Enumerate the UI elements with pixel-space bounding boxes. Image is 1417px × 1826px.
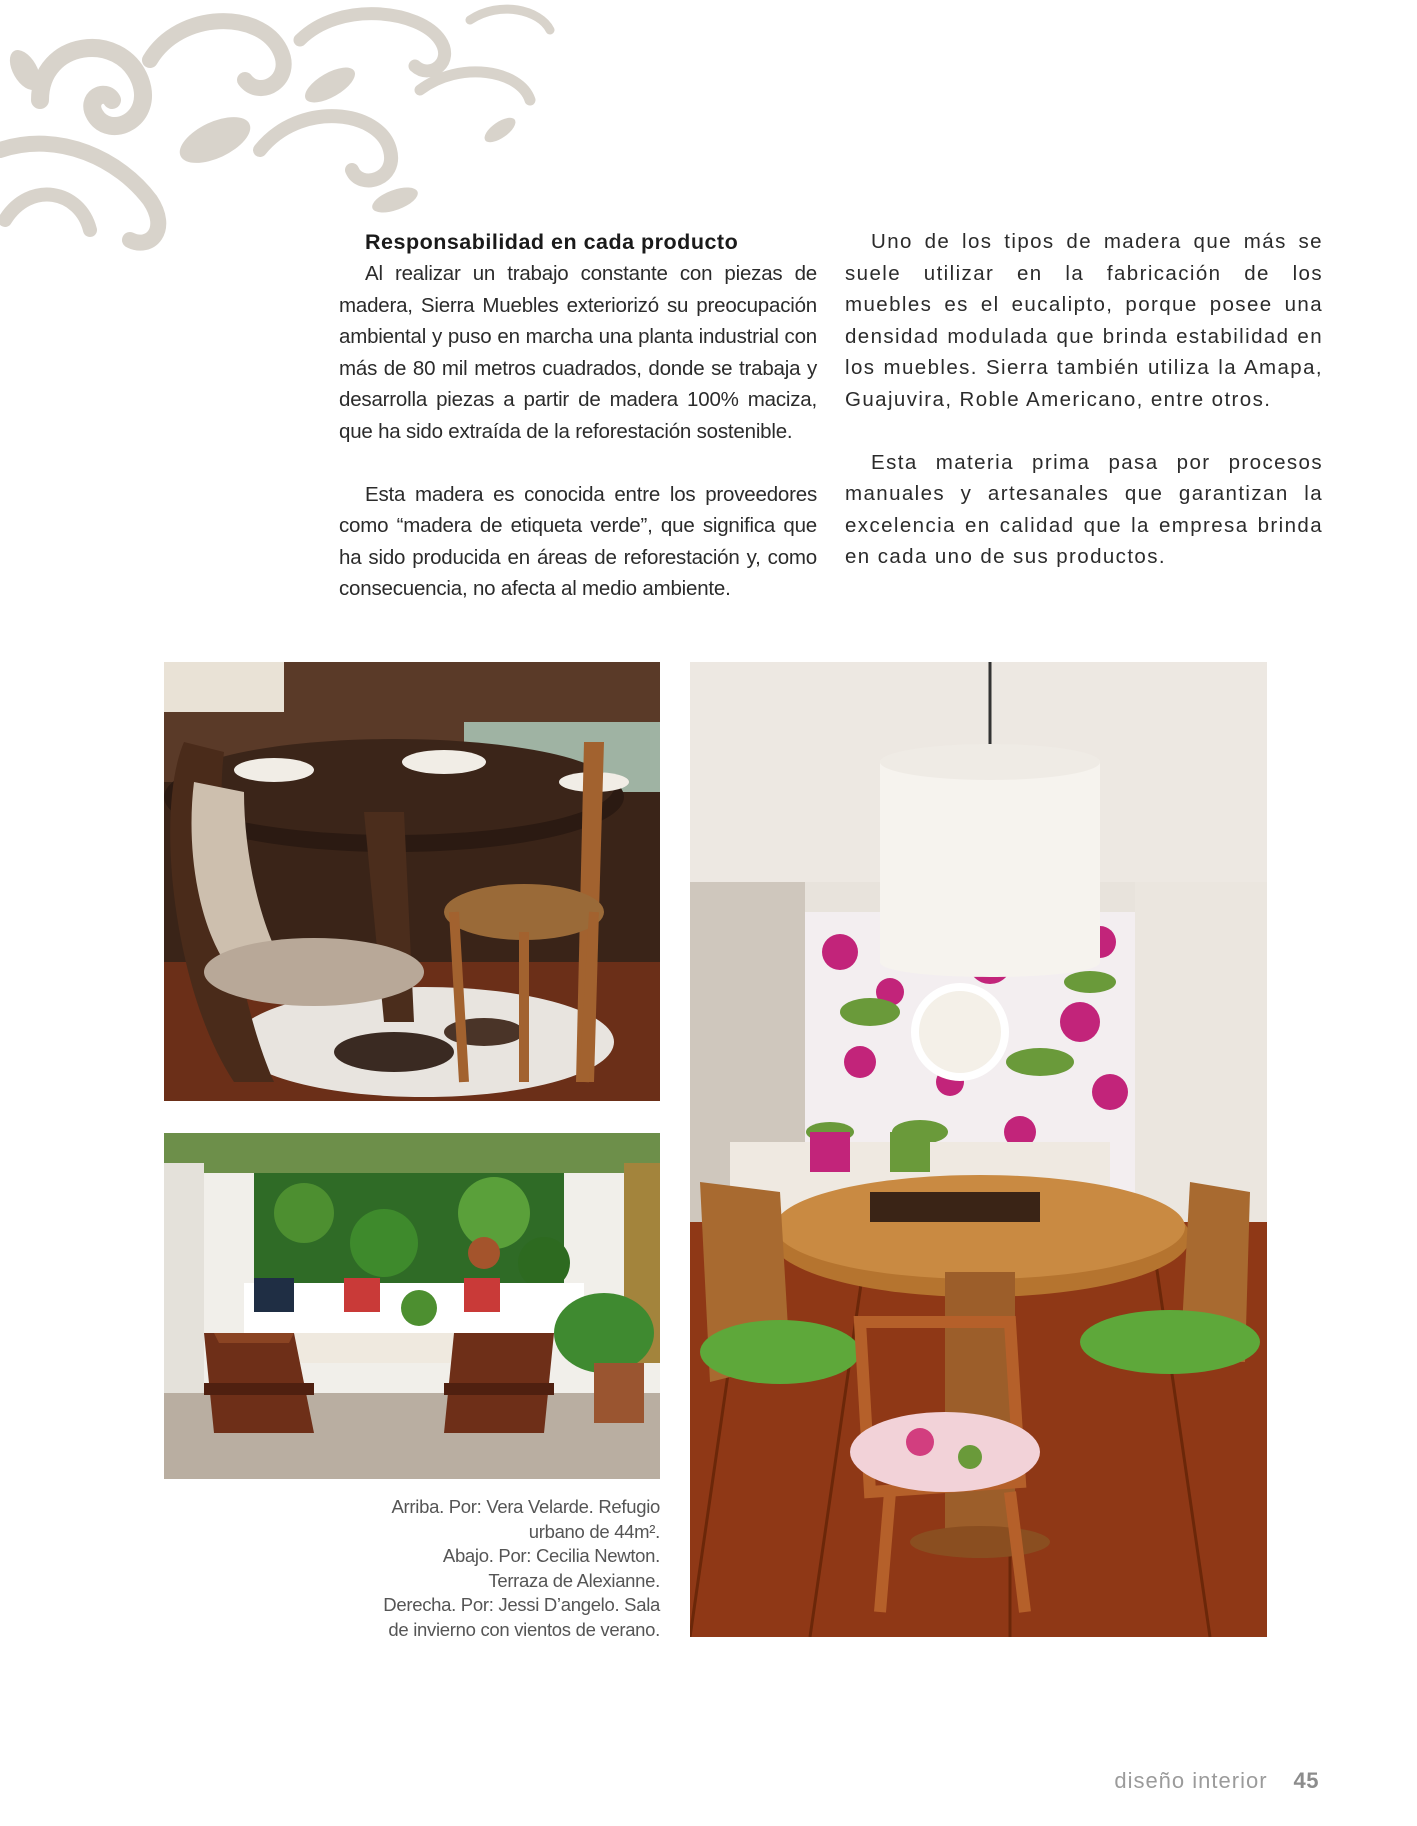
terrace-photo [164, 1133, 660, 1479]
section-heading: Responsabilidad en cada producto [365, 230, 739, 254]
page-footer [1114, 1768, 1319, 1798]
photo-caption [330, 1495, 660, 1643]
winter-living-room-photo [690, 662, 1267, 1637]
article-column-left [339, 226, 817, 605]
magazine-name: diseño interior [1114, 1768, 1268, 1793]
caption-line: Arriba. Por: Vera Velarde. Refugio [391, 1496, 660, 1517]
page-number: 45 [1293, 1768, 1319, 1793]
dining-room-photo [164, 662, 660, 1101]
paragraph: Esta madera es conocida entre los proveedores como “madera de etiqueta verde”, que significa que ha sido producida en áreas de reforestación y, como consecuencia, no afecta al medio ambiente. [339, 482, 817, 600]
article-column-right [845, 226, 1323, 573]
caption-line: de invierno con vientos de verano. [388, 1618, 660, 1640]
caption-line: urbano de 44m². [528, 1520, 660, 1542]
caption-line: Derecha. Por: Jessi D’angelo. Sala [383, 1594, 660, 1616]
paragraph: Uno de los tipos de madera que más se suele utilizar en la fabricación de los muebles es el eucalipto, porque posee una densidad modulada que brinda estabilidad en los muebles. Sierra también utiliza la Amapa, Guajuvira, Roble Americano, entre otros. [845, 230, 1323, 411]
paragraph: Al realizar un trabajo constante con piezas de madera, Sierra Muebles exteriorizó su preocupación ambiental y puso en marcha una planta industrial con más de 80 mil metros cuadrados, donde se trabaja y desarrolla piezas a partir de madera 100% maciza, que ha sido extraída de la reforestación sostenible. [339, 262, 817, 443]
caption-line: Terraza de Alexianne. [488, 1569, 660, 1591]
corner-ornament [0, 0, 560, 260]
caption-line: Abajo. Por: Cecilia Newton. [442, 1545, 660, 1567]
paragraph: Esta materia prima pasa por procesos manuales y artesanales que garantizan la excelencia en calidad que la empresa brinda en cada uno de sus productos. [845, 450, 1323, 568]
